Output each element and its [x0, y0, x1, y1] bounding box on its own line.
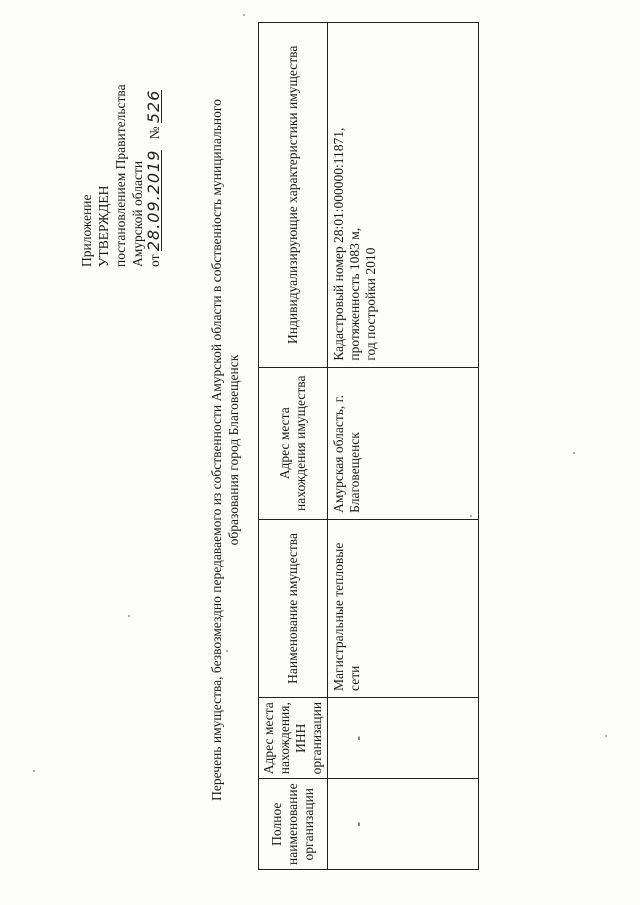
approval-block: [78, 32, 163, 267]
handwritten-number: 526: [144, 89, 163, 124]
approved-label: УТВЕРЖДЕН: [96, 185, 111, 267]
cell-property-address: Амурская область, г. Благовещенск: [328, 367, 479, 519]
date-number-line: [146, 32, 163, 267]
handwritten-date: 28.09.2019: [144, 149, 163, 252]
header-characteristics: Индивидуализирующие характеристики имущества: [259, 23, 328, 368]
header-property-address: Адрес места нахождения имущества: [259, 367, 328, 519]
resolution-label: постановлением Правительства: [113, 84, 128, 267]
document-title: [208, 70, 242, 830]
characteristics-line: протяженность 1083 м,: [347, 227, 362, 361]
header-org-address: Адрес места нахождения, ИНН организации: [259, 697, 328, 778]
cell-characteristics: [328, 23, 479, 368]
characteristics-line: Кадастровый номер 28:01:000000:11871,: [331, 127, 346, 361]
characteristics-line: год постройки 2010: [363, 247, 378, 361]
cell-org-name: -: [328, 779, 479, 870]
title-line-1: Перечень имущества, безвозмездно передаваемого из собственности Амурской области в собственность муниципального: [209, 99, 224, 801]
cell-org-address: -: [328, 697, 479, 778]
header-property-name: Наименование имущества: [259, 519, 328, 697]
table-row: [328, 23, 479, 870]
table-header-row: [259, 23, 328, 870]
number-prefix: №: [147, 126, 162, 140]
header-org-name: Полное наименование организации: [259, 779, 328, 870]
region-label: Амурской области: [130, 160, 145, 267]
title-line-2: образования город Благовещенск: [226, 354, 241, 546]
property-table: [258, 22, 479, 870]
appendix-label: Приложение: [79, 194, 94, 267]
date-prefix: от: [147, 254, 162, 267]
cell-property-name: Магистральные тепловые сети: [328, 519, 479, 697]
